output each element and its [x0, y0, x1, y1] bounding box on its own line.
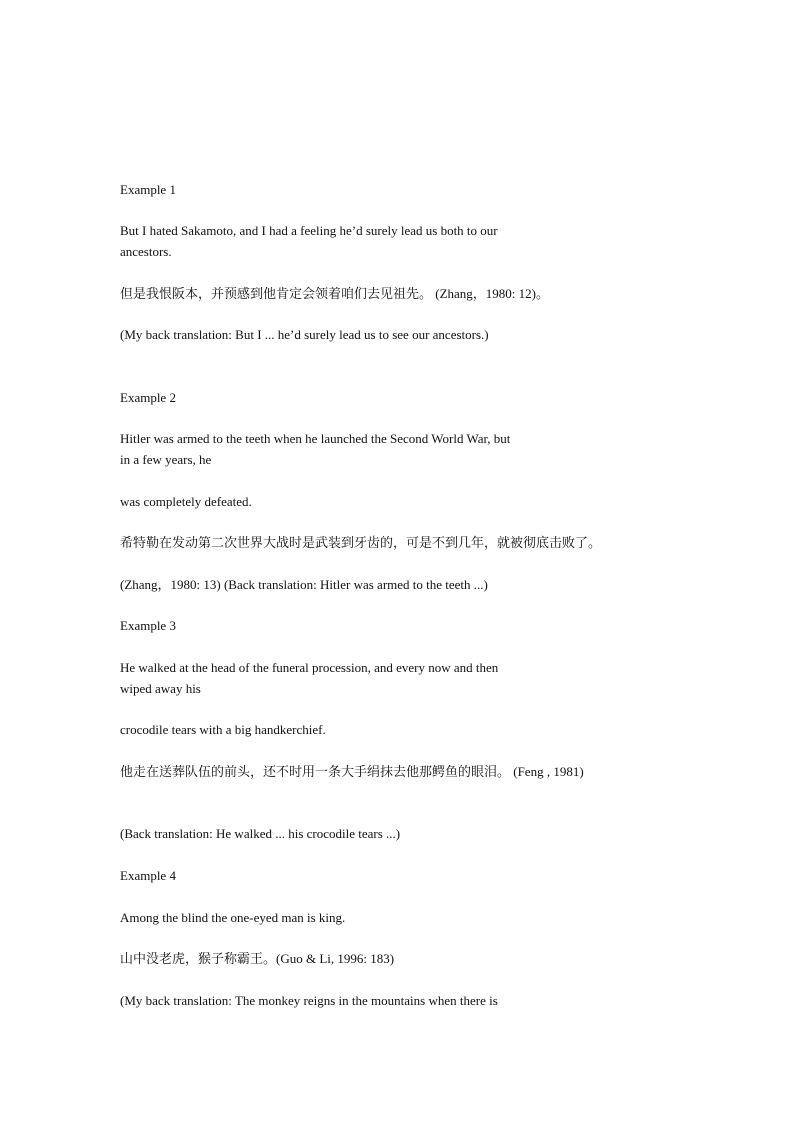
example-1-heading: Example 1 [120, 182, 176, 197]
example-1-chinese-translation: 但是我恨阪本，并预感到他肯定会领着咱们去见祖先。 (Zhang，1980: 12)。 [120, 286, 549, 301]
example-2-heading: Example 2 [120, 390, 176, 405]
example-3-heading: Example 3 [120, 618, 176, 633]
example-3-source-line-3: crocodile tears with a big handkerchief. [120, 722, 326, 737]
example-1-source-line-2: ancestors. [120, 244, 172, 259]
example-1-back-translation: (My back translation: But I ... he’d surely lead us to see our ancestors.) [120, 327, 489, 342]
example-4-chinese-translation: 山中没老虎，猴子称霸王。(Guo & Li, 1996: 183) [120, 951, 395, 966]
example-2-back-translation: (Zhang，1980: 13) (Back translation: Hitler was armed to the teeth ...) [120, 577, 488, 592]
example-3-source-line-2: wiped away his [120, 681, 201, 696]
example-2-source-line-3: was completely defeated. [120, 494, 252, 509]
example-2-source-line-2: in a few years, he [120, 452, 212, 467]
example-4-heading: Example 4 [120, 868, 176, 883]
example-4-source-line: Among the blind the one-eyed man is king. [120, 910, 346, 925]
example-2-chinese-translation: 希特勒在发动第二次世界大战时是武装到牙齿的，可是不到几年，就被彻底击败了。 [120, 535, 602, 550]
example-3-back-translation: (Back translation: He walked ... his crocodile tears ...) [120, 826, 401, 841]
example-1-source-line-1: But I hated Sakamoto, and I had a feeling he’d surely lead us both to our [120, 223, 498, 238]
example-2-source-line-1: Hitler was armed to the teeth when he launched the Second World War, but [120, 431, 511, 446]
example-3-source-line-1: He walked at the head of the funeral procession, and every now and then [120, 660, 499, 675]
example-4-back-translation: (My back translation: The monkey reigns in the mountains when there is [120, 993, 498, 1008]
example-3-chinese-translation: 他走在送葬队伍的前头，还不时用一条大手绢抹去他那鳄鱼的眼泪。 (Feng , 1981) [120, 764, 584, 779]
